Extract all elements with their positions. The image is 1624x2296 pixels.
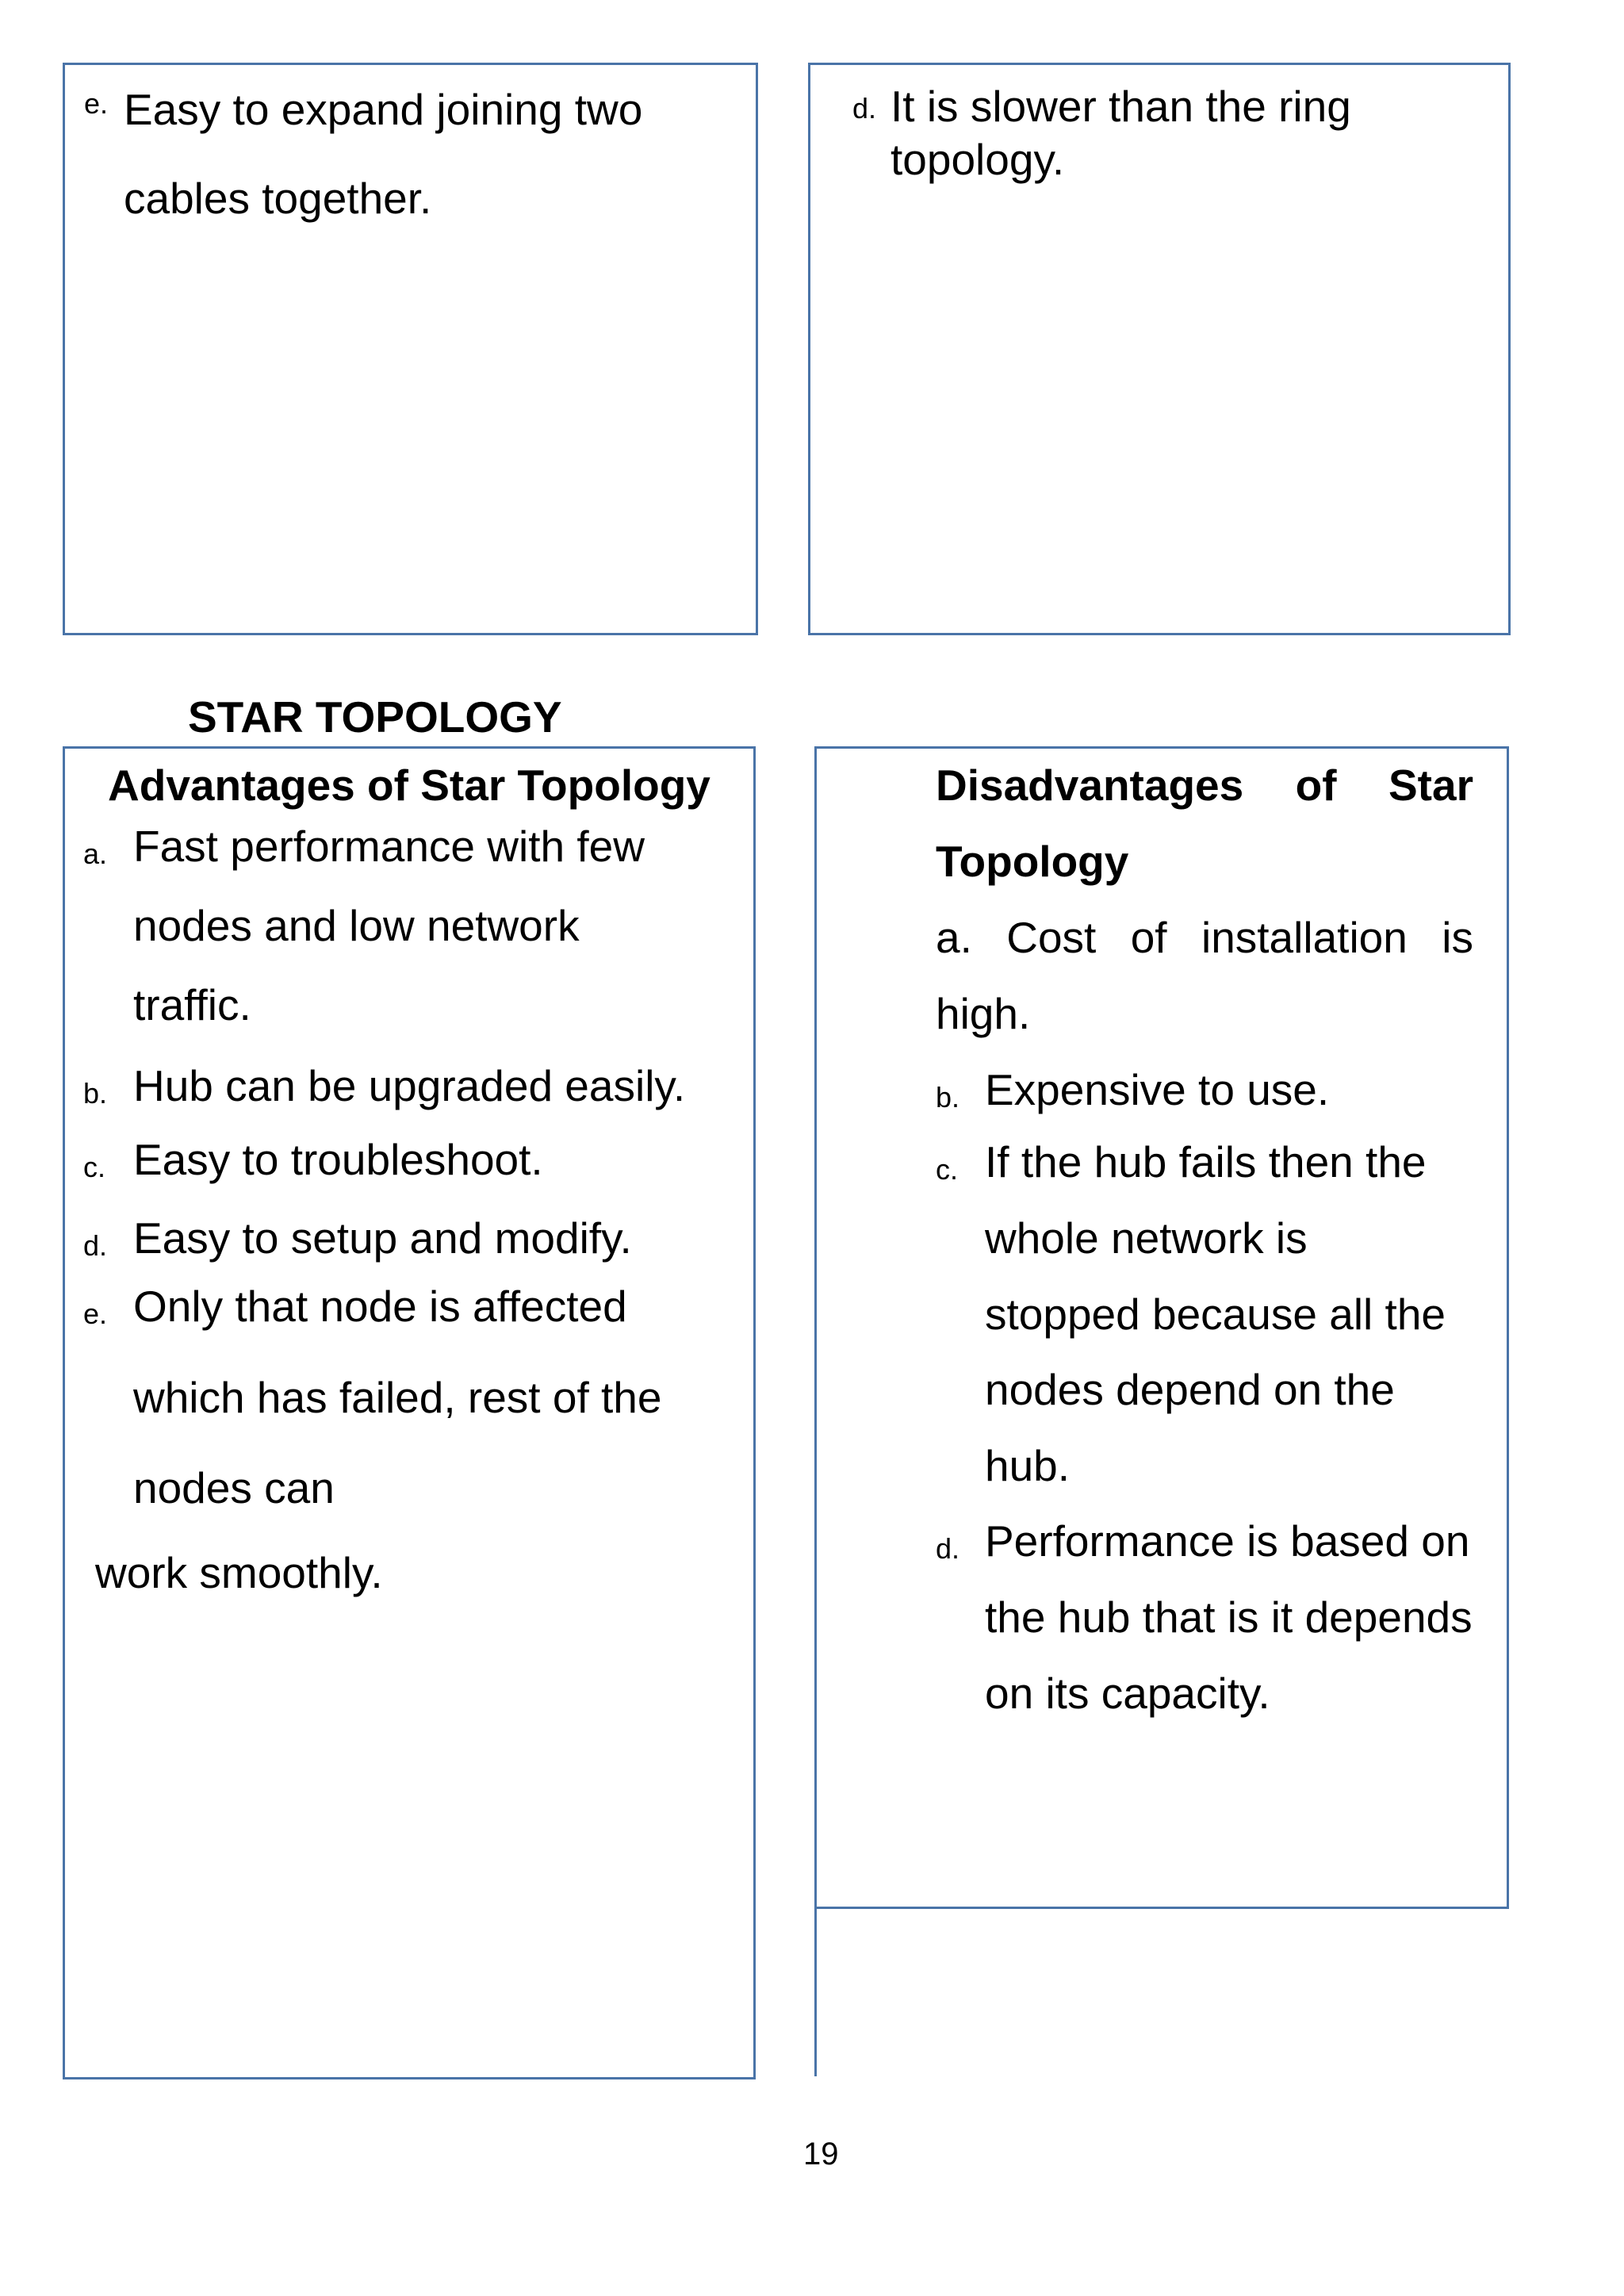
heading-word: Star (1388, 761, 1473, 810)
heading-word: Disadvantages (936, 761, 1244, 810)
item-word: of (1130, 913, 1167, 962)
list-marker: a. (83, 838, 108, 870)
list-item-text: Fast performance with few (133, 822, 645, 871)
vertical-rule (814, 1907, 817, 2076)
list-marker: b. (936, 1081, 960, 1114)
item-word: Cost (1006, 913, 1097, 962)
item-word: a. (936, 913, 972, 962)
list-item-text: traffic. (133, 980, 251, 1029)
list-item-text: If the hub fails then the (985, 1137, 1427, 1186)
list-marker: c. (83, 1151, 106, 1183)
list-item-text: whole network is (985, 1213, 1308, 1263)
list-item-text: high. (936, 989, 1031, 1038)
list-item-text: the hub that is it depends (985, 1593, 1473, 1642)
page-number: 19 (803, 2137, 839, 2171)
list-marker: d. (936, 1532, 960, 1565)
list-item-text (936, 911, 1473, 964)
disadvantages-heading-line2: Topology (936, 837, 1129, 886)
list-item-text: hub. (985, 1441, 1071, 1490)
list-marker: d. (852, 92, 877, 125)
list-item-text: Hub can be upgraded easily. (133, 1061, 686, 1110)
list-marker: d. (83, 1229, 108, 1262)
list-marker: b. (83, 1077, 108, 1110)
heading-word: of (1295, 761, 1337, 810)
disadvantages-heading (936, 760, 1473, 811)
list-marker: c. (936, 1153, 959, 1186)
advantages-heading: Advantages of Star Topology (108, 761, 710, 810)
list-item-text: Only that node is affected (133, 1282, 627, 1331)
list-marker: e. (84, 87, 109, 120)
list-item-text: Easy to expand joining two (124, 85, 643, 134)
item-word: installation (1201, 913, 1408, 962)
list-item-text: It is slower than the ring (891, 82, 1351, 131)
top-left-box (63, 63, 758, 635)
list-item-text: work smoothly. (95, 1548, 383, 1597)
list-item-text: nodes can (133, 1463, 335, 1512)
list-marker: e. (83, 1297, 108, 1330)
list-item-text: on its capacity. (985, 1669, 1270, 1718)
list-item-text: topology. (891, 135, 1065, 184)
item-word: is (1442, 913, 1473, 962)
list-item-text: Expensive to use. (985, 1065, 1330, 1114)
list-item-text: nodes and low network (133, 901, 580, 950)
list-item-text: cables together. (124, 174, 432, 223)
list-item-text: nodes depend on the (985, 1365, 1395, 1414)
list-item-text: Easy to setup and modify. (133, 1213, 632, 1263)
list-item-text: which has failed, rest of the (133, 1373, 662, 1422)
list-item-text: stopped because all the (985, 1290, 1446, 1339)
list-item-text: Performance is based on (985, 1516, 1470, 1566)
section-title: STAR TOPOLOGY (188, 692, 562, 742)
list-item-text: Easy to troubleshoot. (133, 1135, 543, 1184)
